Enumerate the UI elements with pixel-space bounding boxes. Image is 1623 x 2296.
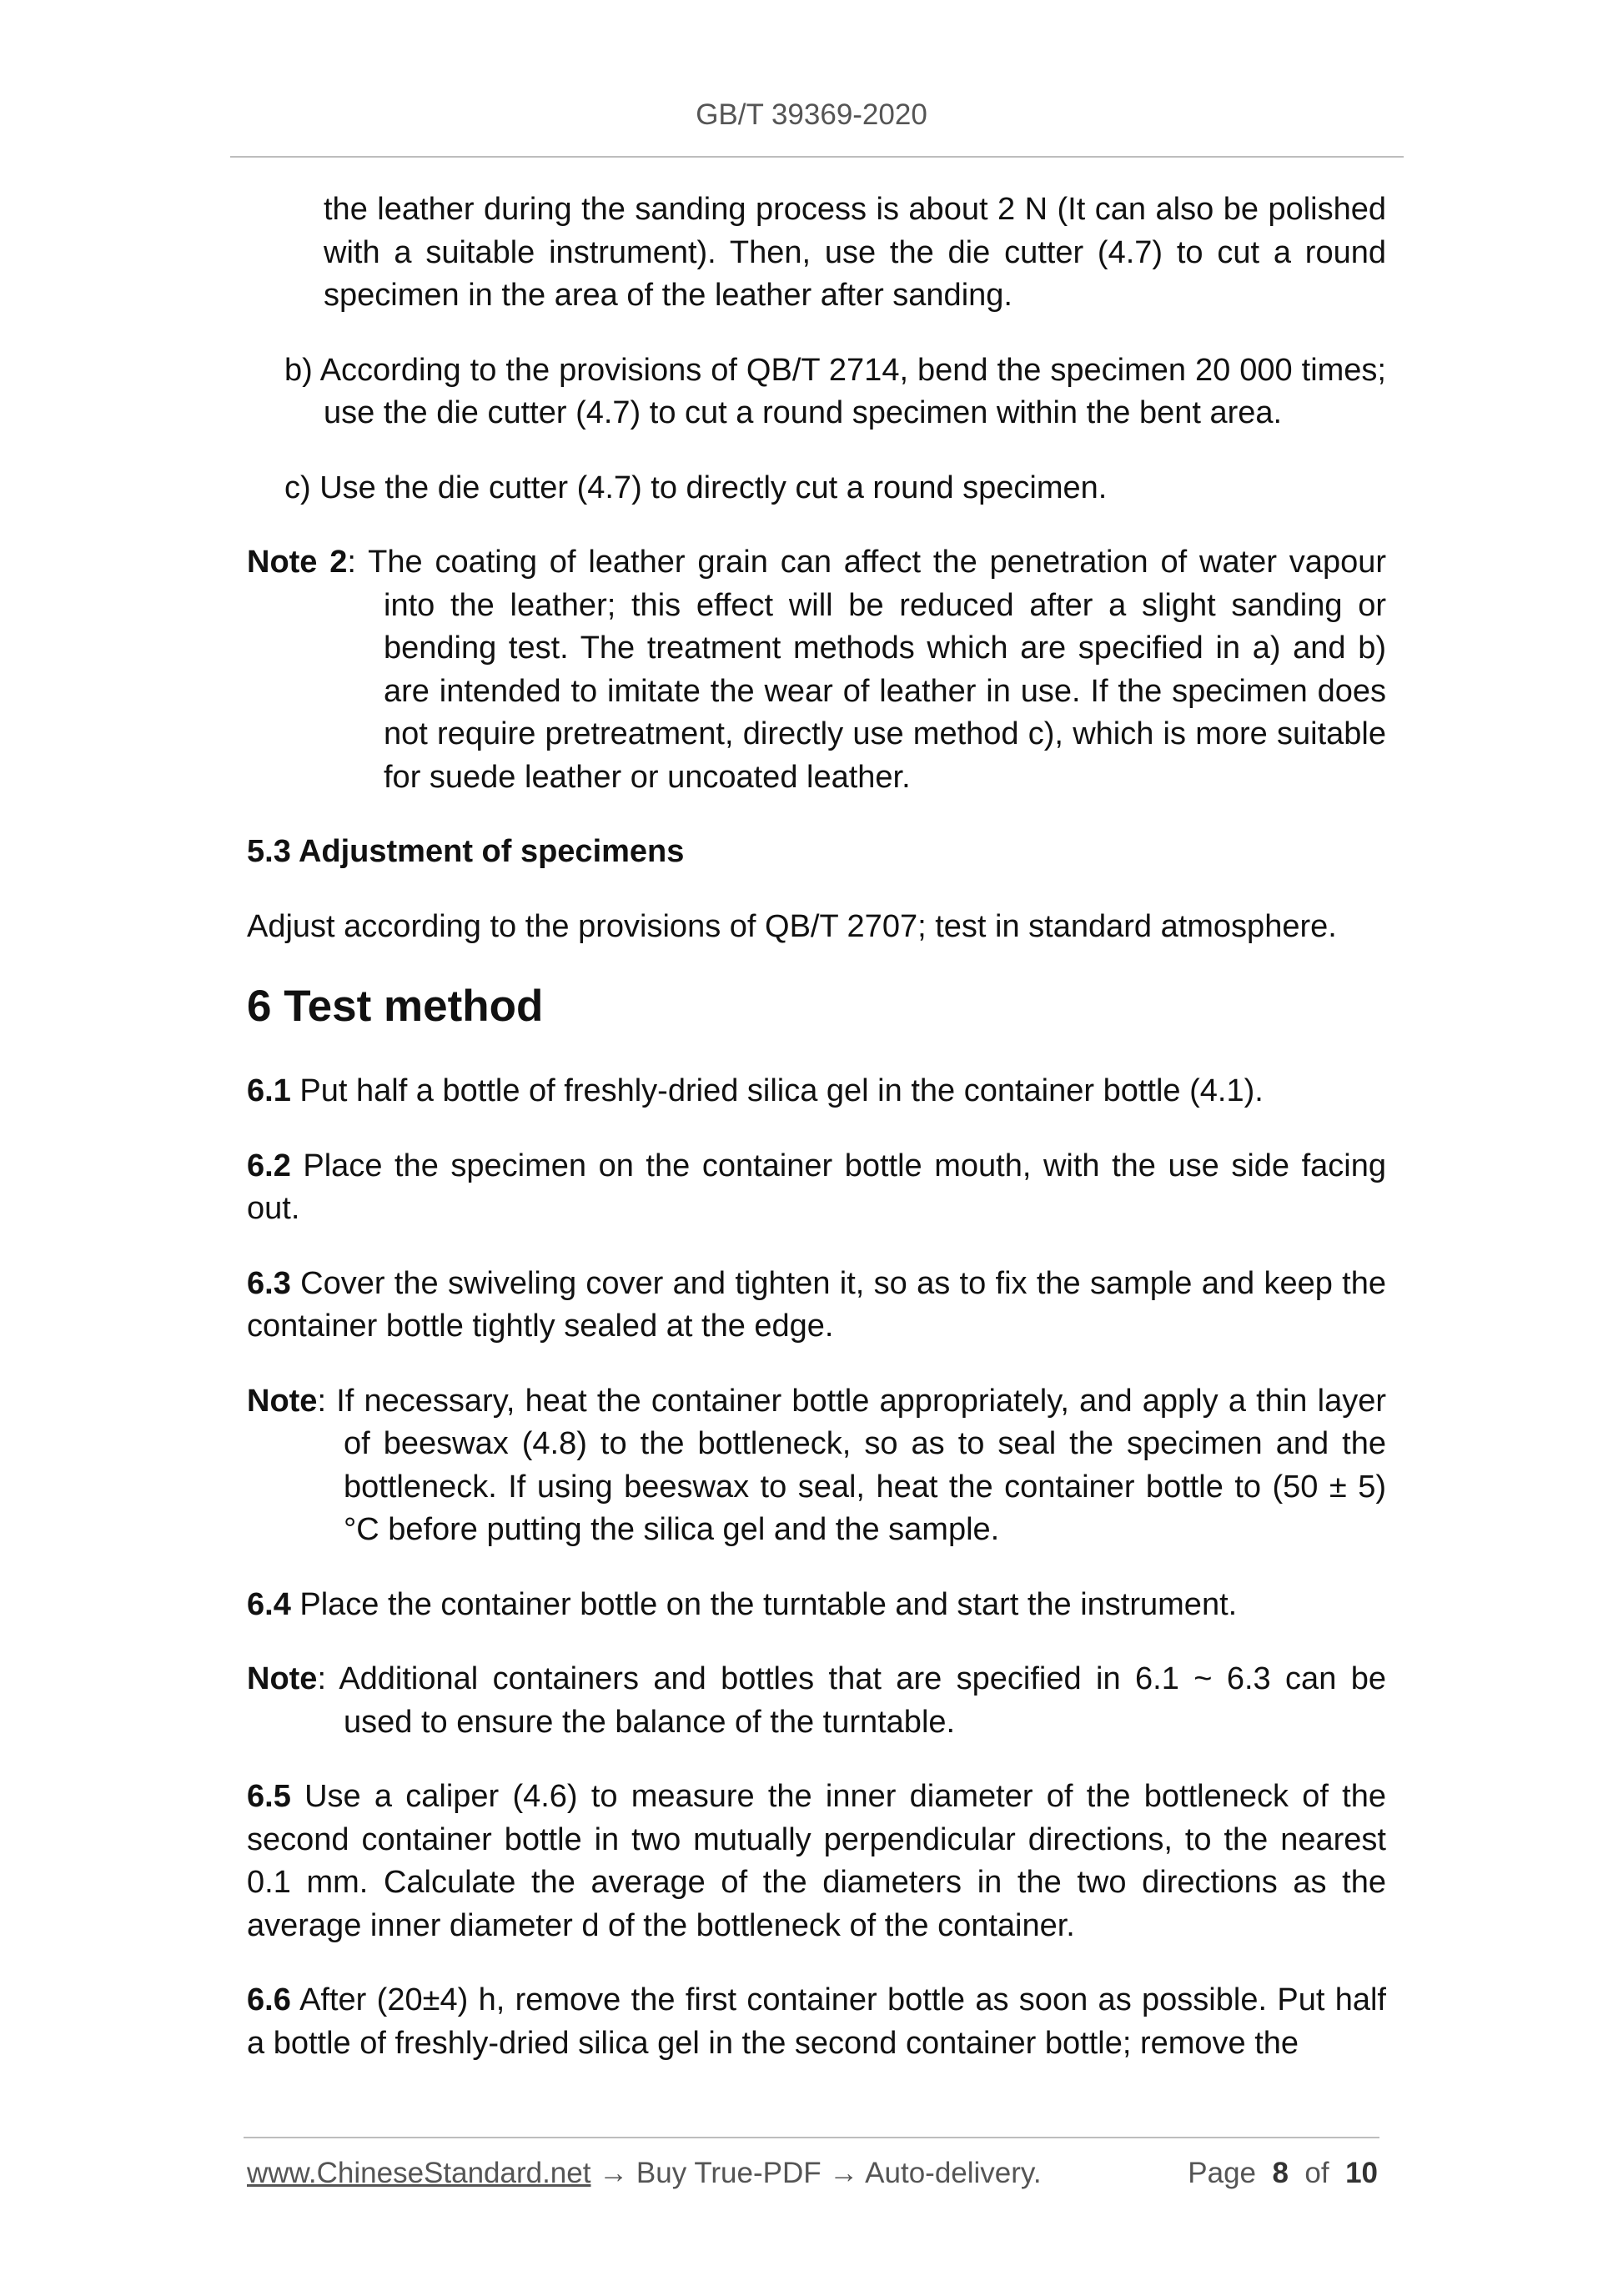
clause-6-3 bbox=[247, 1263, 1386, 1349]
note-2-text: : The coating of leather grain can affect the penetration of water vapour into the leather; this effect will be reduced after a slight sanding or bending test. The treatment methods which are specified in a) and b) are intended to imitate the wear of leather in use. If the specimen does not require pretreatment, directly use method c), which is more suitable for suede leather or uncoated leather. bbox=[347, 545, 1386, 795]
section-5-3-text: Adjust according to the provisions of QB/T 2707; test in standard atmosphere. bbox=[247, 908, 1337, 944]
page-total: 10 bbox=[1345, 2157, 1378, 2189]
clause-text: Place the container bottle on the turntable and start the instrument. bbox=[290, 1586, 1238, 1622]
clause-6-6 bbox=[247, 1979, 1386, 2065]
clause-number: 6.4 bbox=[247, 1586, 291, 1622]
list-item-c: c) Use the die cutter (4.7) to directly cut a round specimen. bbox=[284, 470, 1108, 505]
clause-6-4 bbox=[247, 1584, 1386, 1627]
page-indicator bbox=[1188, 2157, 1378, 2190]
clause-number: 6.5 bbox=[247, 1779, 291, 1814]
note-label: Note bbox=[247, 1661, 318, 1696]
note-text: : If necessary, heat the container bottle appropriately, and apply a thin layer of beeswax (4.8) to the bottleneck, so as to seal the specimen and the bottleneck. If using beeswax to seal, heat the container bottle to (50 ± 5) °C before putting the silica gel and the sample. bbox=[317, 1383, 1386, 1547]
header-divider bbox=[230, 156, 1404, 158]
list-item-b: b) According to the provisions of QB/T 2714, bend the specimen 20 000 times; use the die cutter (4.7) to cut a round specimen within the bent area. bbox=[284, 352, 1386, 430]
note-2-label: Note 2 bbox=[247, 545, 348, 580]
page-word: Page bbox=[1188, 2157, 1257, 2189]
clause-number: 6.3 bbox=[247, 1265, 291, 1301]
clause-6-5 bbox=[247, 1776, 1386, 1947]
clause-text: Place the specimen on the container bottle mouth, with the use side facing out. bbox=[247, 1148, 1386, 1226]
document-header: GB/T 39369-2020 bbox=[696, 98, 927, 131]
clause-text: Use a caliper (4.6) to measure the inner diameter of the bottleneck of the second container bottle in two mutually perpendicular directions, to the nearest 0.1 mm. Calculate the average of the diameters in the two directions as the average inner diameter d of the bottleneck of the container. bbox=[247, 1779, 1386, 1943]
clause-text: Cover the swiveling cover and tighten it, so as to fix the sample and keep the container bottle tightly sealed at the edge. bbox=[247, 1265, 1386, 1344]
page-body bbox=[247, 188, 1386, 2097]
note-text: : Additional containers and bottles that are specified in 6.1 ~ 6.3 can be used to ensure the balance of the turntable. bbox=[317, 1661, 1386, 1740]
note-2 bbox=[247, 541, 1386, 799]
footer-divider bbox=[244, 2137, 1379, 2138]
page-footer bbox=[247, 2157, 1378, 2190]
clause-number: 6.6 bbox=[247, 1982, 291, 2017]
page-of: of bbox=[1304, 2157, 1329, 2189]
item-a-continuation: the leather during the sanding process is about 2 N (It can also be polished with a suitable instrument). Then, use the die cutter (4.7) to cut a round specimen in the area of the leather after sanding. bbox=[324, 192, 1386, 313]
note-6-4 bbox=[247, 1658, 1386, 1744]
clause-6-2 bbox=[247, 1145, 1386, 1231]
clause-number: 6.1 bbox=[247, 1073, 291, 1108]
footer-promo-text: → Buy True-PDF → Auto-delivery. bbox=[590, 2157, 1042, 2189]
clause-text: Put half a bottle of freshly-dried silica gel in the container bottle (4.1). bbox=[290, 1073, 1264, 1108]
note-6-3 bbox=[247, 1380, 1386, 1552]
clause-6-1 bbox=[247, 1070, 1386, 1113]
note-label: Note bbox=[247, 1383, 318, 1419]
clause-number: 6.2 bbox=[247, 1148, 291, 1183]
page-current: 8 bbox=[1272, 2157, 1289, 2189]
footer-promo bbox=[247, 2157, 1042, 2190]
website-link[interactable]: www.ChineseStandard.net bbox=[247, 2157, 591, 2189]
section-5-3-heading: 5.3 Adjustment of specimens bbox=[247, 834, 685, 869]
section-6-heading: 6 Test method bbox=[247, 982, 544, 1031]
clause-text: After (20±4) h, remove the first container bottle as soon as possible. Put half a bottle of freshly-dried silica gel in the second container bottle; remove the bbox=[247, 1982, 1386, 2061]
